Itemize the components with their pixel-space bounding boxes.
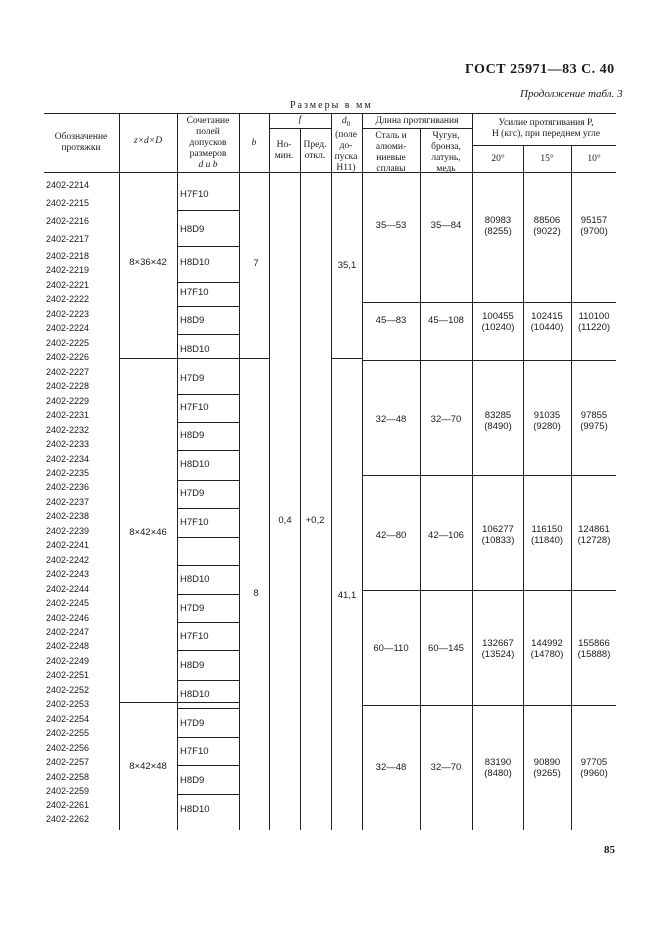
- tolerance-cell: H7D9: [180, 718, 205, 729]
- tolerance-header: Сочетание полей допусков размеров d и b: [186, 116, 230, 170]
- castiron-length: 60—145: [428, 643, 464, 654]
- tol-rule: [177, 622, 239, 623]
- designation-code: 2402-2262: [46, 814, 90, 824]
- designation-code: 2402-2236: [46, 482, 90, 492]
- force-10: 97855 (9975): [580, 410, 608, 432]
- col-divider: [300, 128, 301, 830]
- tolerance-cell: H8D9: [180, 430, 205, 441]
- force-header: Усилие протягивания P, Н (кгс), при переднем угле: [491, 118, 601, 139]
- designation-code: 2402-2231: [46, 410, 90, 420]
- castiron-length: 45—108: [428, 315, 464, 326]
- b-header: b: [251, 138, 257, 148]
- units-caption: Размеры в мм: [290, 100, 373, 111]
- force-15: 88506 (9022): [533, 215, 561, 237]
- designation-code: 2402-2261: [46, 800, 90, 810]
- tol-rule: [177, 508, 239, 509]
- force-20: 83190 (8480): [484, 757, 512, 779]
- designation-code: 2402-2237: [46, 497, 90, 507]
- d0-cell: 41,1: [337, 590, 357, 601]
- tolerance-cell: H7D9: [180, 488, 205, 499]
- designation-code: 2402-2242: [46, 555, 90, 565]
- steel-length: 60—110: [373, 643, 409, 654]
- tolerance-cell: H8D9: [180, 224, 205, 235]
- designation-code: 2402-2247: [46, 627, 90, 637]
- tol-rule: [177, 480, 239, 481]
- b-cell: 7: [253, 258, 259, 269]
- f-deviation-cell: +0,2: [305, 515, 325, 526]
- designation-code: 2402-2219: [46, 265, 90, 275]
- tolerance-cell: H7D9: [180, 373, 205, 384]
- d0-header: $d_0$ (поле до- пуска H11): [334, 116, 358, 173]
- col-divider: [239, 113, 240, 830]
- col-divider: [523, 145, 524, 830]
- castiron-length: 42—106: [428, 530, 464, 541]
- group2-rule: [119, 702, 239, 703]
- castiron-header: Чугун, бронза, латунь, медь: [431, 131, 461, 174]
- designation-code: 2402-2222: [46, 294, 90, 304]
- tolerance-cell: H7F10: [180, 746, 209, 757]
- designation-code: 2402-2234: [46, 454, 90, 464]
- designation-code: 2402-2258: [46, 772, 90, 782]
- force-10: 97705 (9960): [580, 757, 608, 779]
- group1-rule: [119, 358, 239, 359]
- tolerance-cell: H8D9: [180, 315, 205, 326]
- force-10: 95157 (9700): [580, 215, 608, 237]
- designation-code: 2402-2235: [46, 468, 90, 478]
- designation-code: 2402-2224: [46, 323, 90, 333]
- designation-code: 2402-2241: [46, 540, 90, 550]
- tol-rule: [177, 680, 239, 681]
- tol-rule: [177, 794, 239, 795]
- tol-rule: [177, 737, 239, 738]
- col-divider: [362, 113, 363, 830]
- tolerance-cell: H8D10: [180, 459, 210, 470]
- block5-rule: [362, 705, 616, 706]
- force-20: 83285 (8490): [484, 410, 512, 432]
- designation-code: 2402-2254: [46, 714, 90, 724]
- designation-code: 2402-2232: [46, 425, 90, 435]
- col-divider: [420, 128, 421, 830]
- castiron-length: 35—84: [430, 220, 462, 231]
- designation-code: 2402-2239: [46, 526, 90, 536]
- designation-code: 2402-2245: [46, 598, 90, 608]
- tol-rule: [177, 594, 239, 595]
- tolerance-cell: H8D9: [180, 775, 205, 786]
- designation-code: 2402-2252: [46, 685, 90, 695]
- b-cell: 8: [253, 588, 259, 599]
- tolerance-cell: H7F10: [180, 287, 209, 298]
- tol-rule: [177, 282, 239, 283]
- d0-cell: 35,1: [337, 260, 357, 271]
- zdD-cell: 8×36×42: [129, 257, 167, 268]
- col-divider: [177, 113, 178, 830]
- tol-rule: [177, 708, 239, 709]
- col-divider: [472, 113, 473, 830]
- designation-code: 2402-2218: [46, 251, 90, 261]
- f-nominal-header: Но- мин.: [274, 140, 294, 161]
- designation-code: 2402-2227: [46, 367, 90, 377]
- f-header: f: [298, 115, 302, 125]
- d0-group-rule: [331, 358, 362, 359]
- designation-code: 2402-2259: [46, 786, 90, 796]
- tol-rule: [177, 422, 239, 423]
- col-divider: [331, 113, 332, 830]
- designation-code: 2402-2229: [46, 396, 90, 406]
- tolerance-cell: H8D10: [180, 257, 210, 268]
- f-deviation-header: Пред. откл.: [303, 140, 327, 161]
- block2-rule: [362, 360, 616, 361]
- f-nominal-cell: 0,4: [278, 515, 292, 526]
- zdD-header: z×d×D: [133, 136, 163, 146]
- designation-code: 2402-2246: [46, 613, 90, 623]
- tolerance-cell: H7D9: [180, 603, 205, 614]
- table-continuation-note: Продолжение табл. 3: [520, 88, 623, 100]
- tolerance-cell: H7F10: [180, 402, 209, 413]
- steel-header: Сталь и алюми- ниевые сплавы: [375, 131, 407, 174]
- designation-code: 2402-2214: [46, 180, 90, 190]
- designation-code: 2402-2221: [46, 280, 90, 290]
- designation-code: 2402-2248: [46, 641, 90, 651]
- zdD-cell: 8×42×48: [129, 761, 167, 772]
- col-divider: [119, 113, 120, 830]
- tol-rule: [177, 565, 239, 566]
- tol-rule: [177, 394, 239, 395]
- tol-rule: [177, 537, 239, 538]
- length-header: Длина протягивания: [375, 116, 459, 126]
- tol-rule: [177, 450, 239, 451]
- designation-code: 2402-2225: [46, 338, 90, 348]
- steel-length: 32—48: [375, 414, 407, 425]
- page-number: 85: [604, 844, 615, 856]
- col-divider: [571, 145, 572, 830]
- steel-length: 35—53: [375, 220, 407, 231]
- angle-10-header: 10°: [587, 154, 601, 164]
- tol-rule: [177, 765, 239, 766]
- force-15: 116150 (11840): [530, 524, 564, 546]
- table-top-rule: [44, 113, 616, 114]
- tolerance-cell: H7F10: [180, 189, 209, 200]
- tol-rule: [177, 246, 239, 247]
- force-20: 100455 (10240): [481, 311, 515, 333]
- designation-code: 2402-2256: [46, 743, 90, 753]
- designation-code: 2402-2255: [46, 728, 90, 738]
- force-20: 80983 (8255): [484, 215, 512, 237]
- force-15: 102415 (10440): [530, 311, 564, 333]
- steel-length: 42—80: [375, 530, 407, 541]
- length-subheader-rule: [362, 128, 472, 129]
- force-15: 90890 (9265): [533, 757, 561, 779]
- header-bottom-rule: [44, 172, 616, 173]
- designation-code: 2402-2223: [46, 309, 90, 319]
- tol-rule: [177, 650, 239, 651]
- designation-code: 2402-2216: [46, 216, 90, 226]
- b-group-rule: [239, 358, 269, 359]
- force-10: 155866 (15888): [577, 638, 611, 660]
- force-20: 106277 (10833): [481, 524, 515, 546]
- designation-code: 2402-2249: [46, 656, 90, 666]
- designation-code: 2402-2217: [46, 234, 90, 244]
- castiron-length: 32—70: [430, 414, 462, 425]
- block4-rule: [362, 590, 616, 591]
- document-title: ГОСТ 25971—83 С. 40: [465, 62, 615, 77]
- block3-rule: [362, 475, 616, 476]
- designation-code: 2402-2228: [46, 381, 90, 391]
- tolerance-cell: H8D9: [180, 660, 205, 671]
- designation-code: 2402-2226: [46, 352, 90, 362]
- force-15: 144992 (14780): [530, 638, 564, 660]
- force-subheader-rule: [472, 145, 616, 146]
- designation-code: 2402-2253: [46, 699, 90, 709]
- angle-20-header: 20°: [491, 154, 505, 164]
- zdD-cell: 8×42×46: [129, 527, 167, 538]
- tolerance-cell: H8D10: [180, 574, 210, 585]
- col-divider: [269, 113, 270, 830]
- designation-code: 2402-2244: [46, 584, 90, 594]
- force-10: 124861 (12728): [577, 524, 611, 546]
- steel-length: 32—48: [375, 762, 407, 773]
- tolerance-cell: H8D10: [180, 804, 210, 815]
- tolerance-cell: H7F10: [180, 631, 209, 642]
- force-10: 110100 (11220): [577, 311, 611, 333]
- tolerance-cell: H8D10: [180, 689, 210, 700]
- designation-header: Обозначение протяжки: [54, 132, 108, 153]
- designation-code: 2402-2257: [46, 757, 90, 767]
- designation-code: 2402-2233: [46, 439, 90, 449]
- tol-rule: [177, 306, 239, 307]
- steel-length: 45—83: [375, 315, 407, 326]
- tolerance-cell: H8D10: [180, 344, 210, 355]
- castiron-length: 32—70: [430, 762, 462, 773]
- designation-code: 2402-2243: [46, 569, 90, 579]
- designation-code: 2402-2215: [46, 198, 90, 208]
- force-20: 132667 (13524): [481, 638, 515, 660]
- designation-code: 2402-2251: [46, 670, 90, 680]
- block1-rule: [362, 302, 616, 303]
- angle-15-header: 15°: [540, 154, 554, 164]
- tol-rule: [177, 334, 239, 335]
- tol-rule: [177, 210, 239, 211]
- tolerance-cell: H7F10: [180, 517, 209, 528]
- designation-code: 2402-2238: [46, 511, 90, 521]
- force-15: 91035 (9280): [533, 410, 561, 432]
